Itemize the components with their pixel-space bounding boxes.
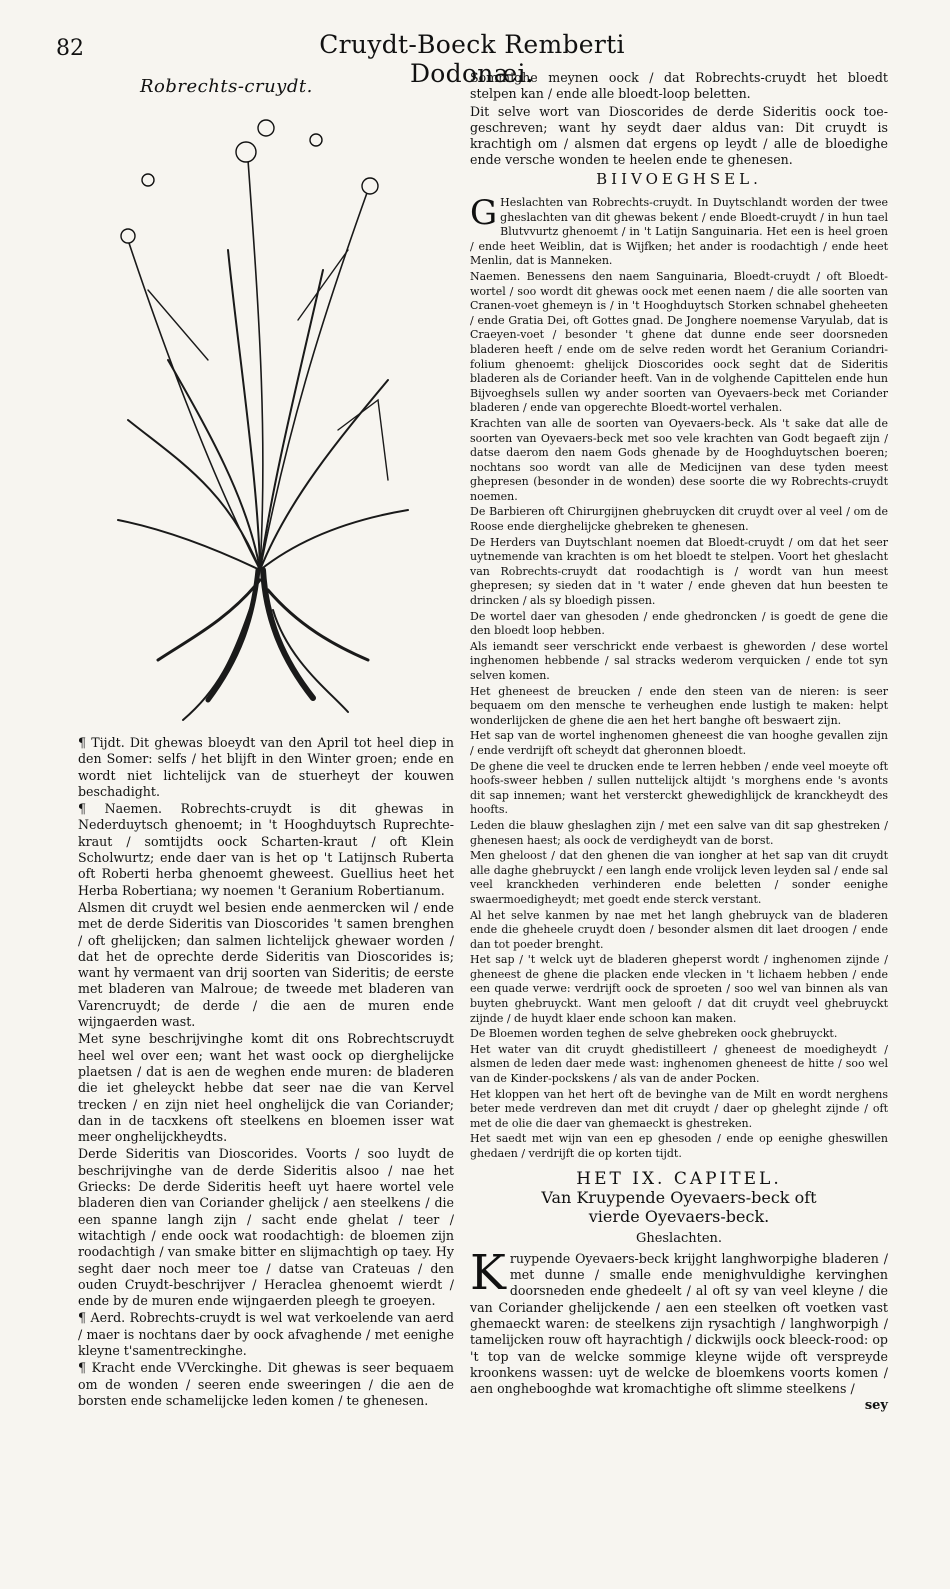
paragraph: ¶ Naemen. Robrechts-cruydt is dit ghewas in Nederduytsch ghenoemt; in 't Hooghduytsch Ruprechte-kraut / somtijdts oock Scharten-kraut / oft Klein Scholwurtz; ende daer van is het op 't Latijnsch Ruberta oft Roberti herba ghenoemt gheweest. Guellius heet het Herba Robertiana; wy noemen 't Geranium Robertianum. (78, 801, 454, 898)
page-number: 82 (56, 36, 84, 61)
paragraph: Naemen. Benessens den naem Sanguinaria, Bloedt-cruydt / oft Bloedt-wortel / soo wordt dit ghewas oock met eenen naem / die alle soorten van Cranen-voet ghemeyn is / in 't Hooghduytsch Storken schnabel gheheeten / ende Gratia Dei, oft Gottes gnad. De Jonghere noemense Varyulab, dat is Craeyen-voet / besonder 't ghene dat dunne ende seer doorsneden bladeren heeft / ende om de selve reden wordt het Geranium Coriandri-folium ghenoemt: ghelijck Dioscorides oock seght dat de Sideritis bladeren als de Coriander heeft. Van in de volghende Capittelen ende hun Bijvoeghsels sullen wy ander soorten van Oyevaers-beck met Coriander bladeren / ende van opgerechte Bloedt-wortel verhalen. (470, 269, 888, 415)
section-heading: BIIVOEGHSEL. (596, 169, 762, 188)
paragraph: G Heslachten van Robrechts-cruydt. In Duytschlandt worden der twee gheslachten van dit ghewas bekent / ende Bloedt-cruydt / in hun tael Blutvvurtz ghenoemt / in 't Latijn Sanguinaria. Het een is heel groen / ende heet Weiblin, dat is Wijfken; het ander is roodachtigh / ende heet Menlin, dat is Manneken. (470, 193, 888, 268)
paragraph: De Bloemen worden teghen de selve ghebreken oock ghebruyckt. (470, 1027, 838, 1041)
paragraph: Het water van dit cruydt ghedistilleert / gheneest de moedigheydt / alsmen de leden daer mede wast: inghenomen gheneest de hitte / soo wel van de Kinder-pockskens / als van de ander Pocken. (470, 1042, 888, 1086)
paragraph: Krachten van alle de soorten van Oyevaers-beck. Als 't sake dat alle de soorten van Oyevaers-beck met soo vele krachten van Godt begaeft zijn / datse daerom den naem Gods ghenade by de Hooghduytschen boeren; nochtans soo wordt van alle de Medicijnen van dese tyden meest ghepresen (besonder in de wonden) dese soorte die wy Robrechts-cruydt noemen. (470, 416, 888, 503)
plant-woodcut-illustration (88, 100, 448, 728)
left-column (78, 735, 454, 1410)
drop-cap: K (470, 1244, 506, 1301)
paragraph: ¶ Kracht ende VVerckinghe. Dit ghewas is seer bequaem om de wonden / seeren ende sweeringen / die aen de borsten ende schamelijcke leden komen / te ghenesen. (78, 1360, 454, 1408)
paragraph: De Barbieren oft Chirurgijnen ghebruycken dit cruydt over al veel / om de Roose ende dierghelijcke ghebreken te ghenesen. (470, 505, 888, 534)
chapter-paragraph: Kruypende Oyevaers-beck krijght langhworpighe bladeren / met dunne / smalle ende menighvuldighe kervinghen doorsneden ende ghedeelt / al oft sy van veel kleyne / die van Coriander ghelijckende / aen een steelken oft voetken vast ghemaeckt waren: de steelkens zijn rysachtigh / langhworpigh / tamelijcken rouw oft hayrachtigh / dickwijls oock bleeck-rood: op 't top van de welcke sommige kleyne wijde oft verspreyde kroonkens wassen: uyt de welcke de bloemkens voorts komen / aen onghebooghde wat kromachtighe oft slimme steelkens / (470, 1244, 888, 1397)
right-column (470, 193, 888, 1414)
paragraph: Men gheloost / dat den ghenen die van iongher at het sap van dit cruydt alle daghe ghebruyckt / een langh ende vrolijck leven leyden sal / ende sal veel kranckheden verhinderen ende beletten / sonder eenighe swaermoedigheydt; met goedt ende sterck verstant. (470, 849, 888, 906)
paragraph: De ghene die veel te drucken ende te lerren hebben / ende veel moeyte oft hoofs-sweer hebben / sullen nuttelijck altijdt 's morghens ende 's avonts dit sap innemen; want het versterckt ghewedighlijck de kranckheydt des hoofts. (470, 759, 888, 817)
paragraph: Het saedt met wijn van een ep ghesoden / ende op eenighe gheswillen ghedaen / verdrijft die op korten tijdt. (470, 1132, 888, 1160)
paragraph: Alsmen dit cruydt wel besien ende aenmercken wil / ende met de derde Sideritis van Dioscorides 't samen brenghen / oft ghelijcken; dan salmen lichtelijck ghewaer worden / dat het de oprechte derde Sideritis van Dioscorides is; want hy vermaent van drij soorten van Sideritis; de eerste met bladeren van Malroue; de tweede met bladeren van Varencruydt; de derde / die aen de muren ende wijngaerden wast. (78, 899, 454, 1030)
paragraph: Het sap van de wortel inghenomen gheneest die van hooghe gevallen zijn / ende verdrijft oft scheydt dat gheronnen bloedt. (470, 729, 888, 757)
catchword: sey (864, 1398, 888, 1414)
paragraph: Het gheneest de breucken / ende den steen van de nieren: is seer bequaem om den mensche te verheughen ende lustigh te maken: helpt wonderlijcken de ghene die aen het hert banghe oft beswaert zijn. (470, 684, 888, 727)
paragraph: ¶ Tijdt. Dit ghewas bloeydt van den April tot heel diep in den Somer: selfs / het blijft in den Winter groen; ende en wordt niet lichtelijck van de stuerheyt der kouwen beschadight. (78, 735, 454, 799)
paragraph: Als iemandt seer verschrickt ende verbaest is gheworden / dese wortel inghenomen hebbende / sal stracks wederom verquicken / ende tot syn selven komen. (470, 639, 888, 682)
paragraph: Sommighe meynen oock / dat Robrechts-cruydt het bloedt stelpen kan / ende alle bloedt-loop beletten. (470, 70, 888, 102)
paragraph: De Herders van Duytschlant noemen dat Bloedt-cruydt / om dat het seer uytnemende van krachten is om het bloedt te stelpen. Voort het gheslacht van Robrechts-cruydt dat roodachtigh is / wordt van hun meest ghepresen; sy sieden dat in 't water / ende gheven dat hun beesten te drincken / als sy bloedigh pissen. (470, 535, 888, 608)
paragraph: Het kloppen van het hert oft de bevinghe van de Milt en wordt nerghens beter mede verdreven dan met dit cruydt / daer op gheleght zijnde / oft met de olie die daer van ghemaeckt is ghestreken. (470, 1087, 888, 1130)
chapter-subtitle: Van Kruypende Oyevaers-beck oft vierde Oyevaers-beck. (541, 1188, 817, 1227)
illustration-caption: Robrechts-cruydt. (140, 76, 313, 97)
right-column-top (470, 70, 888, 191)
drop-cap: G (470, 193, 498, 233)
section-heading: Gheslachten. (635, 1231, 723, 1247)
chapter-heading: HET IX. CAPITEL. (576, 1168, 782, 1189)
paragraph: Derde Sideritis van Dioscorides. Voorts / soo luydt de beschrijvinghe van de derde Sideritis alsoo / nae het Griecks: De derde Sideritis heeft uyt haere wortel vele bladeren dien van Coriander ghelijck / aen steelkens / die een spanne langh zijn / sacht ende ghelat / teer / witachtigh / ende oock wat roodachtigh: de bloemen zijn roodachtigh / van smake bitter en slijmachtigh op taey. Hy seght daer noch meer toe / datse van Crateuas / den ouden Cruydt-beschrijver / Heraclea ghenoemt wierdt / ende by de muren ende wijngaerden pleegh te groeyen. (78, 1146, 454, 1309)
paragraph: Al het selve kanmen by nae met het langh ghebruyck van de bladeren ende die gheheele cruydt doen / besonder alsmen dit laet droogen / ende dan tot poeder brenght. (470, 908, 888, 951)
running-title: Cruydt-Boeck Remberti Dodonæi. (319, 30, 625, 88)
paragraph: ¶ Aerd. Robrechts-cruydt is wel wat verkoelende van aerd / maer is nochtans daer by oock afvaghende / met eenighe kleyne t'samentreckinghe. (78, 1310, 454, 1358)
paragraph: Leden die blauw gheslaghen zijn / met een salve van dit sap ghestreken / ghenesen haest; als oock de verdigheydt van de borst. (470, 818, 888, 847)
paragraph: Dit selve wort van Dioscorides de derde Sideritis oock toe-geschreven; want hy seydt daer aldus van: Dit cruydt is krachtigh om / alsmen dat ergens op leydt / alle de bloedighe ende versche wonden te heelen ende te ghenesen. (470, 103, 888, 168)
paragraph: Met syne beschrijvinghe komt dit ons Robrechtscruydt heel wel over een; want het wast oock op dierghelijcke plaetsen / dat is aen de weghen ende muren: de bladeren die iet gheleyckt hebbe dat seer nae die van Kervel trecken / en zijn niet heel onghelijck die van Coriander; dan in de tacxkens oft steelkens en bloemen isser wat meer onghelijckheydts. (78, 1031, 454, 1145)
paragraph: Het sap / 't welck uyt de bladeren gheperst wordt / inghenomen zijnde / gheneest de ghene die placken ende vlecken in 't lichaem hebben / ende een quade verwe: verdrijft oock de sproeten / soo wel van binnen als van buyten ghebruyckt. Want men gelooft / dat dit cruydt veel ghebruyckt zijnde / de huydt klaer ende schoon kan maken. (470, 953, 888, 1025)
paragraph: De wortel daer van ghesoden / ende ghedroncken / is goedt de gene die den bloedt loop hebben. (470, 609, 888, 638)
